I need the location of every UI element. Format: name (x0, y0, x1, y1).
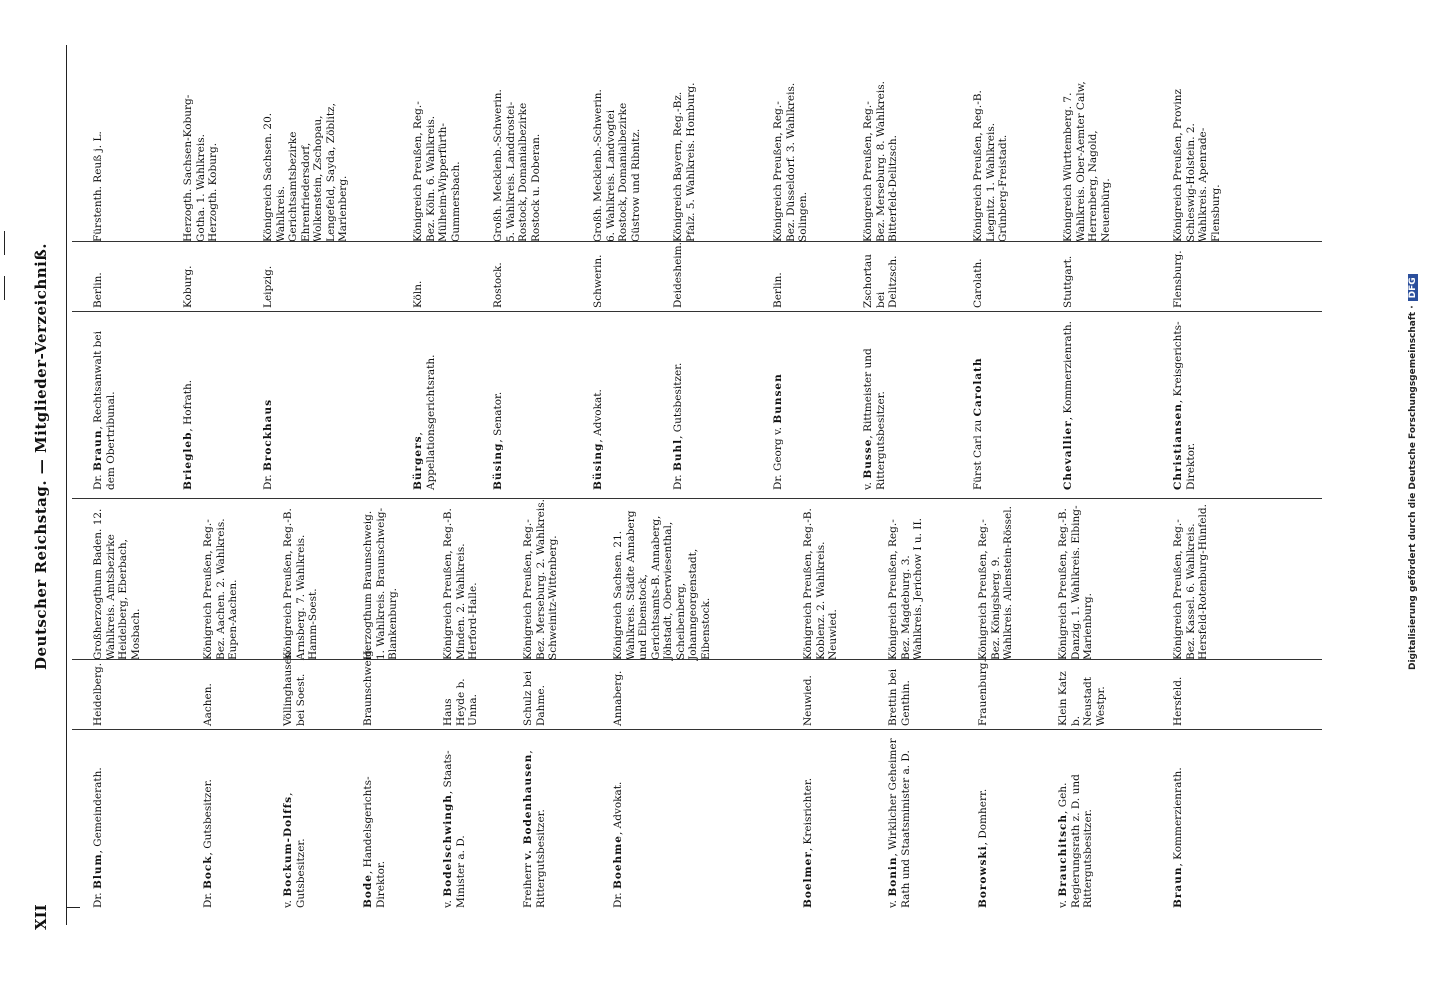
column-divider (72, 729, 1322, 730)
occupation: , Gutsbesitzer. (282, 792, 307, 908)
surname: Bock (202, 855, 214, 890)
residence: Aachen. (202, 683, 214, 726)
residence: Haus Heyde b. Unna. (442, 678, 479, 726)
surname: Brauchitsch (1057, 813, 1069, 897)
page-number: XII (32, 904, 50, 930)
member-name (1172, 315, 1197, 490)
electoral-district: Königreich Preußen, Reg.-Bez. Merseburg. 8. Wahlkreis. Bitterfeld-Delitzsch. (862, 81, 899, 242)
page-header (32, 0, 62, 1000)
surname: Brockhaus (262, 398, 274, 472)
surname: Busse (862, 438, 874, 479)
occupation: , Gutsbesitzer. (202, 779, 214, 856)
member-name (772, 315, 785, 490)
residence: Flensburg. (1172, 250, 1184, 308)
name-prefix: v. (887, 896, 899, 908)
electoral-district: Königreich Bayern, Reg.-Bz. Pfalz. 5. Wahlkreis. Homburg. (672, 82, 697, 242)
surname: Bürgers (412, 435, 424, 490)
residence: Zschortau bei Delitzsch. (862, 254, 899, 308)
left-column (72, 498, 1322, 908)
occupation: , Kommerzienrath. (1172, 767, 1184, 867)
right-column (72, 80, 1322, 490)
name-prefix: Dr. (672, 471, 684, 490)
residence: Heidelberg. (92, 662, 104, 726)
electoral-district: Königreich Sachsen. 20. Wahlkreis. Gerichtsamtsbezirke Ehrenfriedersdorf, Wolkenstein, Zschopau, Lengefeld, Sayda, Zöblitz, Marienberg. (262, 103, 349, 242)
column-divider (72, 241, 1322, 242)
member-name (492, 315, 505, 490)
occupation: , Advokat. (592, 389, 604, 443)
name-prefix: Dr. (612, 889, 624, 908)
residence: Stuttgart. (1062, 255, 1074, 308)
electoral-district: Königreich Sachsen. 21. Wahlkreis. Städte Annaberg und Eibenstock, Gerichtsamts-B. Annaberg, Jöhstadt, Oberwiesenthal, Scheibenberg, Johanngeorgenstadt, Eibenstock. (612, 510, 712, 660)
member-name (282, 733, 307, 908)
surname: Büsing (592, 442, 604, 490)
electoral-district: Königreich Preußen, Reg.-Bez. Aachen. 2. Wahlkreis. Eupen-Aachen. (202, 518, 239, 660)
occupation: , Geh. Regierungsrath z. D. und Rittergutsbesitzer. (1057, 774, 1094, 908)
member-name (362, 733, 387, 908)
credit-text: Digitalisierung gefördert durch die Deutsche Forschungsgemeinschaft · (1408, 305, 1418, 670)
member-name (887, 733, 912, 908)
name-prefix: Dr. Georg v. (772, 423, 784, 490)
member-name (442, 733, 467, 908)
occupation: , Kreisgerichts-Direktor. (1172, 321, 1197, 490)
electoral-district: Königreich Preußen, Reg.-Bez. Köln. 6. Wahlkreis. Mülheim-Wipperfürth-Gummersbach. (412, 101, 462, 242)
column-divider (72, 311, 1322, 312)
surname: Boelmer (802, 851, 814, 908)
electoral-district: Königreich Preußen, Reg.-Bez. Düsseldorf. 3. Wahlkreis. Solingen. (772, 82, 809, 242)
name-prefix: Dr. (92, 889, 104, 908)
member-name (612, 733, 625, 908)
electoral-district: Königreich Preußen, Provinz Schleswig-Holstein. 2. Wahlkreis. Apenrade-Flensburg. (1172, 88, 1222, 242)
top-rule (66, 45, 67, 925)
occupation: , Kreisrichter. (802, 777, 814, 852)
member-name (1057, 733, 1095, 908)
name-prefix: Dr. (92, 471, 104, 490)
name-prefix: v. (1057, 896, 1069, 908)
surname: Chevallier (1062, 420, 1074, 490)
surname: Boehme (612, 835, 624, 890)
electoral-district: Königreich Preußen, Reg.-B. Liegnitz. 1. Wahlkreis. Grünberg-Freistadt. (972, 90, 1009, 242)
occupation: , Rittergutsbesitzer. (522, 750, 547, 908)
electoral-district: Königreich Preußen, Reg.-B. Koblenz. 2. Wahlkreis. Neuwied. (802, 508, 839, 660)
occupation: , Hofrath. (182, 379, 194, 432)
member-name (262, 315, 275, 490)
member-name (862, 315, 887, 490)
member-name (1172, 733, 1185, 908)
residence: Köln. (412, 280, 424, 308)
name-prefix: Dr. (202, 889, 214, 908)
scan-mark (4, 231, 5, 255)
occupation: , Rittmeister und Rittergutsbesitzer. (862, 348, 887, 490)
member-name (1062, 315, 1075, 490)
residence: Rostock. (492, 262, 504, 308)
dfg-logo: DFG (1408, 274, 1418, 301)
name-prefix: v. (862, 478, 874, 490)
residence: Berlin. (92, 272, 104, 308)
electoral-district: Königreich Preußen, Reg.-Bez. Magdeburg. 3. Wahlkreis. Jerichow I u. II. (887, 518, 924, 660)
name-prefix: Dr. (262, 471, 274, 490)
occupation: , Appellationsgerichtsrath. (412, 354, 437, 490)
member-name (412, 315, 437, 490)
surname: Bockum-Dolffs (282, 795, 294, 897)
member-name (802, 733, 815, 908)
electoral-district: Großherzogthum Baden. 12. Wahlkreis. Amtsbezirke Heidelberg, Eberbach, Mosbach. (92, 508, 142, 660)
name-prefix: Freiherr (522, 859, 534, 908)
occupation: , Gemeinderath. (92, 767, 104, 854)
residence: Leipzig. (262, 265, 274, 308)
occupation: , Advokat. (612, 781, 624, 836)
residence: Braunschweig. (362, 646, 374, 726)
member-name (672, 315, 685, 490)
member-name (977, 733, 990, 908)
surname: Bodelschwingh (442, 794, 454, 897)
electoral-district: Großh. Mecklenb.-Schwerin. 5. Wahlkreis. Landdrostei-Rostock, Domanialbezirke Rostock u. Doberan. (492, 89, 542, 242)
member-name (182, 315, 195, 490)
scan-mark (4, 276, 5, 300)
residence: Carolath. (972, 258, 984, 308)
residence: Neuwied. (802, 675, 814, 726)
electoral-district: Königreich Preußen, Reg.-Bez. Merseburg. 2. Wahlkreis. Schweinitz-Wittenberg. (522, 499, 559, 660)
column-divider (72, 659, 1322, 660)
occupation: , Handelsgerichts-Direktor. (362, 776, 387, 908)
occupation: , Domherr. (977, 788, 989, 846)
surname: Braun (92, 429, 104, 472)
electoral-district: Herzogthum Braunschweig. 1. Wahlkreis. Braunschweig-Blankenburg. (362, 507, 399, 660)
electoral-district: Königreich Preußen, Reg.-B. Danzig. 1. Wahlkreis. Elbing-Marienburg. (1057, 505, 1094, 660)
occupation: , Rechtsanwalt bei dem Obertribunal. (92, 331, 117, 490)
residence: Völlinghausen bei Soest. (282, 651, 307, 726)
electoral-district: Königreich Württemberg. 7. Wahlkreis. Ober-Aemter Calw, Herrenberg, Nagold, Neuenbürg. (1062, 81, 1112, 242)
residence: Klein Katz b. Neustadt Westpr. (1057, 671, 1107, 726)
occupation: , Kommerzienrath. (1062, 321, 1074, 421)
surname: v. Bodenhausen (522, 753, 534, 860)
surname: Bode (362, 874, 374, 908)
residence: Annaberg. (612, 670, 624, 726)
member-name (92, 315, 117, 490)
page-title: Deutscher Reichstag. — Mitglieder-Verzeichniß. (32, 243, 50, 670)
occupation: , Wirklicher Geheimer Rath und Staatsminister a. D. (887, 738, 912, 908)
electoral-district: Königreich Preußen, Reg.-Bez. Kassel. 6. Wahlkreis. Hersfeld-Rotenburg-Hünfeld. (1172, 504, 1209, 660)
surname: Christiansen (1172, 403, 1184, 490)
surname: Briegleb (182, 431, 194, 490)
residence: Berlin. (772, 272, 784, 308)
electoral-district: Königreich Preußen, Reg.-B. Minden. 2. Wahlkreis. Herford-Halle. (442, 508, 479, 660)
member-name (592, 315, 605, 490)
occupation: , Staats-Minister a. D. (442, 750, 467, 908)
residence: Hersfeld. (1172, 676, 1184, 726)
residence: Koburg. (182, 265, 194, 308)
residence: Frauenburg. (977, 659, 989, 726)
residence: Deidesheim. (672, 242, 684, 308)
electoral-district: Fürstenth. Reuß j. L. (92, 131, 104, 242)
residence: Schwerin. (592, 254, 604, 308)
electoral-district: Herzogth. Sachsen-Koburg-Gotha. 1. Wahlkreis. Herzogth. Koburg. (182, 94, 219, 242)
surname: Braun (1172, 866, 1184, 908)
surname: Bunsen (772, 373, 784, 424)
surname: Buhl (672, 438, 684, 472)
dfg-credit (1408, 274, 1418, 670)
member-name (972, 315, 985, 490)
member-name (202, 733, 215, 908)
occupation: , Senator. (492, 391, 504, 443)
residence: Schulz bei Dahme. (522, 670, 547, 726)
surname: Borowski (977, 845, 989, 908)
surname: Bonin (887, 856, 899, 897)
surname: Carolath (972, 357, 984, 417)
occupation: , Gutsbesitzer. (672, 362, 684, 439)
electoral-district: Großh. Mecklenb.-Schwerin. 6. Wahlkreis. Landvogtei Rostock, Domanialbezirke Güstrow und Ribnitz. (592, 89, 642, 242)
electoral-district: Königreich Preußen, Reg.-B. Arnsberg. 7. Wahlkreis. Hamm-Soest. (282, 508, 319, 660)
member-name (92, 733, 105, 908)
member-name (522, 733, 547, 908)
surname: Büsing (492, 442, 504, 490)
surname: Blum (92, 853, 104, 890)
name-prefix: Fürst Carl zu (972, 416, 984, 490)
name-prefix: v. (282, 896, 294, 908)
name-prefix: v. (442, 896, 454, 908)
electoral-district: Königreich Preußen, Reg.-Bez. Königsberg. 9. Wahlkreis. Allenstein-Rössel. (977, 506, 1014, 660)
residence: Brettin bei Genthin. (887, 668, 912, 726)
